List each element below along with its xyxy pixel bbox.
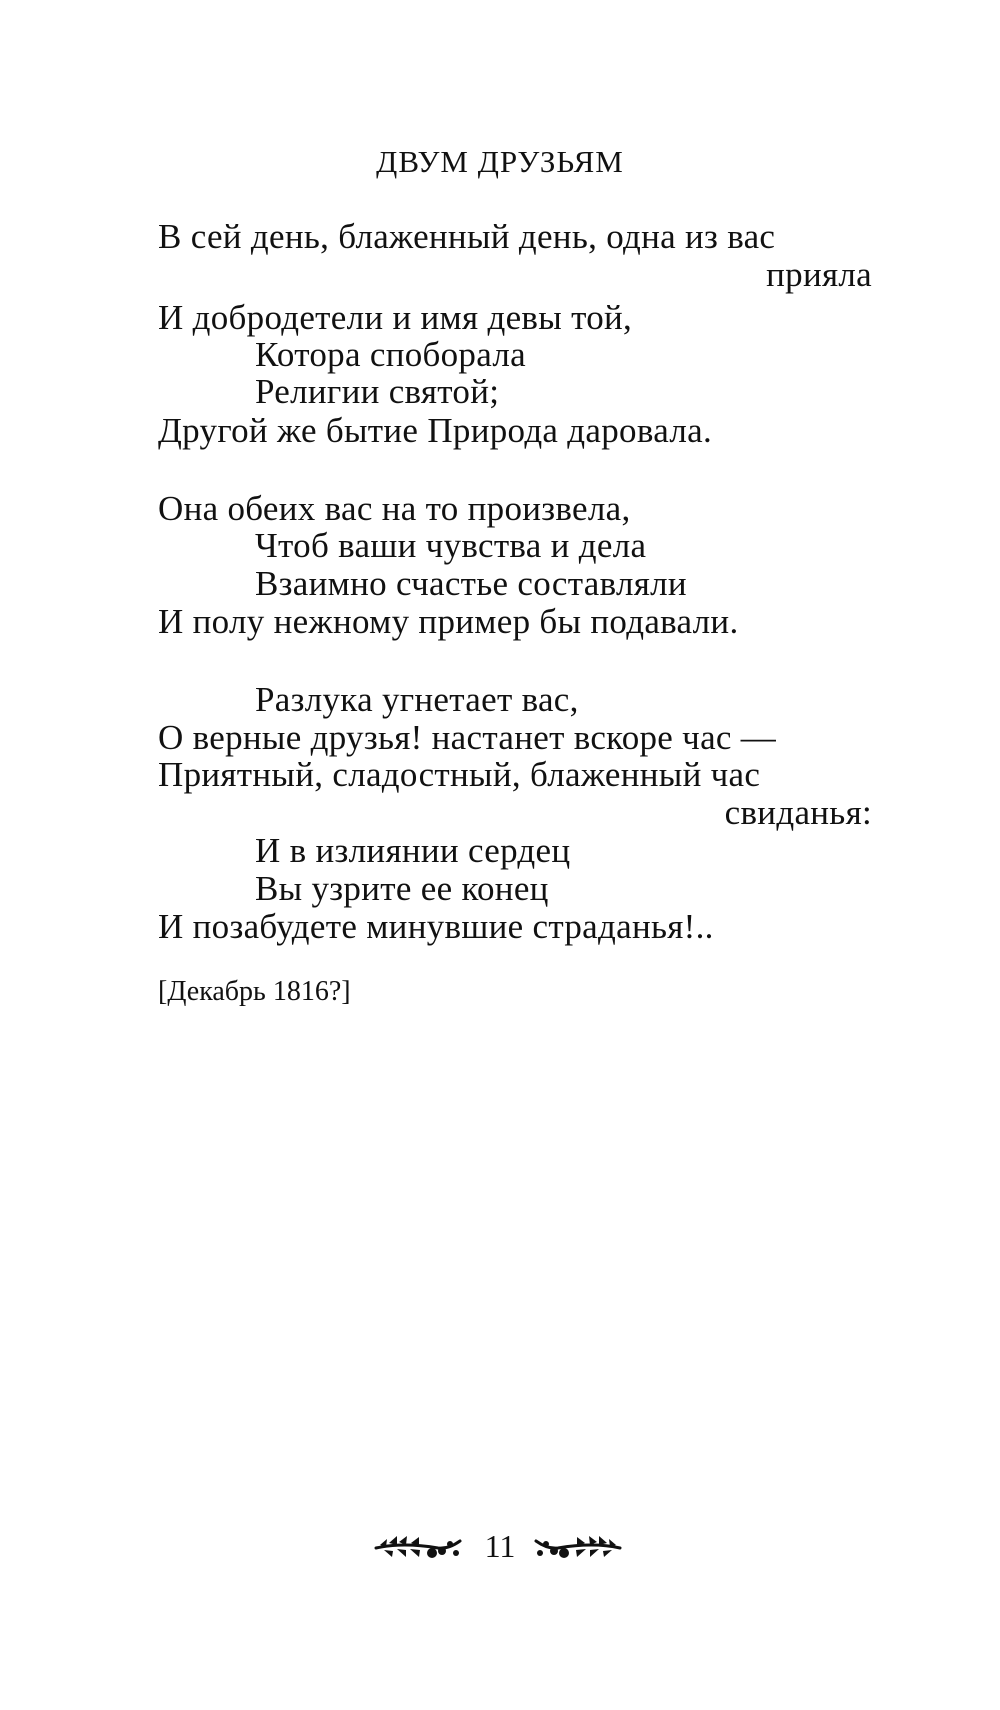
poem-line-3: Котора споборала: [255, 335, 526, 374]
poem-line-11: О верные друзья! настанет вскоре час —: [158, 718, 777, 757]
poem-line-2: И добродетели и имя девы той,: [158, 298, 633, 337]
poem-line-1-continuation: прияла: [766, 255, 872, 294]
poem-line-12-continuation: свиданья:: [724, 793, 872, 832]
poem-line-6: Она обеих вас на то произвела,: [158, 489, 631, 528]
laurel-branch-icon: [532, 1531, 624, 1563]
page-footer: [0, 1524, 1000, 1574]
poem-line-14: Вы узрите ее конец: [255, 869, 549, 908]
poem-title: ДВУМ ДРУЗЬЯМ: [376, 144, 624, 179]
poem-line-5: Другой же бытие Природа даровала.: [158, 411, 713, 450]
poem-line-8: Взаимно счастье составляли: [255, 564, 687, 603]
page-number: 11: [484, 1528, 516, 1564]
poem-line-4: Религии святой;: [255, 372, 500, 411]
poem-line-7: Чтоб ваши чувства и дела: [255, 526, 647, 565]
poem-line-1: В сей день, блаженный день, одна из вас: [158, 217, 776, 256]
poem-line-15: И позабудете минувшие страданья!..: [158, 907, 714, 946]
poem-line-9: И полу нежному пример бы подавали.: [158, 602, 739, 641]
poem-date: [Декабрь 1816?]: [158, 976, 351, 1007]
poem-line-10: Разлука угнетает вас,: [255, 680, 579, 719]
poem-line-13: И в излиянии сердец: [255, 831, 571, 870]
poem-line-12: Приятный, сладостный, блаженный час: [158, 755, 761, 794]
